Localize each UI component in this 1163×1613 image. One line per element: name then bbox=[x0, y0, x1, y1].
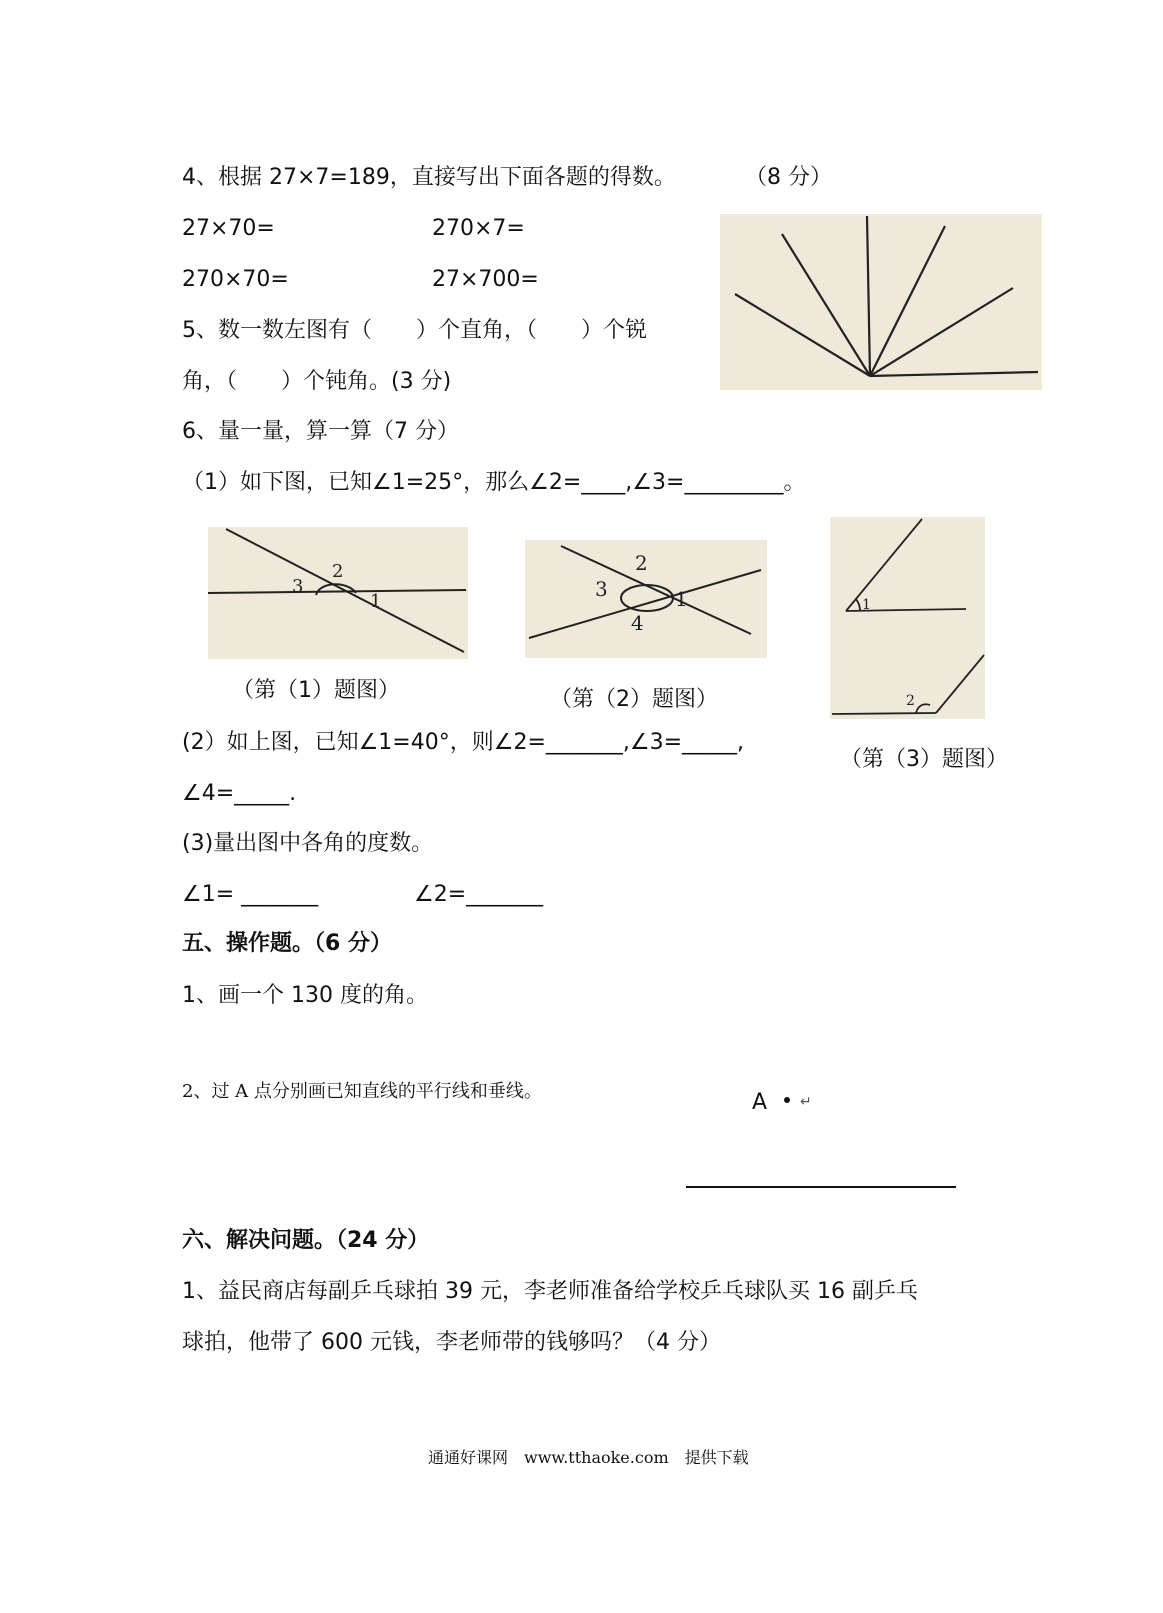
fig1-label-3: 3 bbox=[292, 576, 304, 597]
given-line bbox=[686, 1186, 956, 1188]
fig3-label-1: 1 bbox=[862, 597, 871, 613]
q6-sub3: (3)量出图中各角的度数。 bbox=[182, 831, 434, 856]
q4-score: （8 分） bbox=[745, 165, 832, 190]
q6-title: 6、量一量，算一算（7 分） bbox=[182, 419, 459, 444]
q4-item-1: 27×70= bbox=[182, 216, 275, 241]
q4-item-2: 270×7= bbox=[432, 216, 525, 241]
section6-item1-line1: 1、益民商店每副乒乓球拍 39 元，李老师准备给学校乒乓球队买 16 副乒乓 bbox=[182, 1279, 918, 1304]
q5-line1: 5、数一数左图有（ ）个直角，（ ）个锐 bbox=[182, 318, 647, 343]
q6-sub3-answer-1: ∠1= _______ bbox=[182, 882, 319, 907]
fig3-label-2: 2 bbox=[906, 693, 915, 709]
figure-2 bbox=[525, 540, 767, 658]
fig1-caption: （第（1）题图） bbox=[232, 678, 400, 703]
fig2-label-1: 1 bbox=[675, 587, 688, 611]
figure-1 bbox=[208, 527, 468, 659]
rays-figure bbox=[720, 214, 1042, 390]
q6-sub2-line1: (2）如上图，已知∠1=40°，则∠2=_______,∠3=_____, bbox=[182, 730, 745, 755]
q4-item-4: 27×700= bbox=[432, 267, 539, 292]
q4-title: 4、根据 27×7=189，直接写出下面各题的得数。 bbox=[182, 165, 676, 190]
fig2-label-4: 4 bbox=[631, 611, 644, 635]
q6-sub1: （1）如下图，已知∠1=25°，那么∠2=____,∠3=_________。 bbox=[182, 470, 806, 495]
footer: 通通好课网 www.tthaoke.com 提供下载 bbox=[428, 1448, 749, 1467]
section6-title: 六、解决问题。（24 分） bbox=[182, 1228, 430, 1253]
q5-line2: 角，（ ）个钝角。(3 分) bbox=[182, 369, 452, 394]
section5-item1: 1、画一个 130 度的角。 bbox=[182, 983, 428, 1008]
section5-title: 五、操作题。（6 分） bbox=[182, 931, 392, 956]
point-a-label: A bbox=[752, 1090, 768, 1115]
section5-item2: 2、过 A 点分别画已知直线的平行线和垂线。 bbox=[182, 1081, 542, 1102]
fig2-label-3: 3 bbox=[595, 577, 608, 601]
q6-sub3-answer-2: ∠2=_______ bbox=[414, 882, 544, 907]
fig2-label-2: 2 bbox=[635, 551, 648, 575]
point-a-dot bbox=[784, 1097, 790, 1103]
q6-sub2-line2: ∠4=_____. bbox=[182, 781, 297, 806]
fig3-caption: （第（3）题图） bbox=[840, 747, 1008, 772]
fig2-caption: （第（2）题图） bbox=[550, 687, 718, 712]
q4-item-3: 270×70= bbox=[182, 267, 289, 292]
fig1-label-1: 1 bbox=[370, 591, 382, 612]
return-mark-icon: ↵ bbox=[800, 1094, 812, 1110]
fig1-label-2: 2 bbox=[332, 561, 344, 582]
section6-item1-line2: 球拍，他带了 600 元钱，李老师带的钱够吗？（4 分） bbox=[182, 1330, 721, 1355]
figure-3 bbox=[830, 517, 985, 719]
